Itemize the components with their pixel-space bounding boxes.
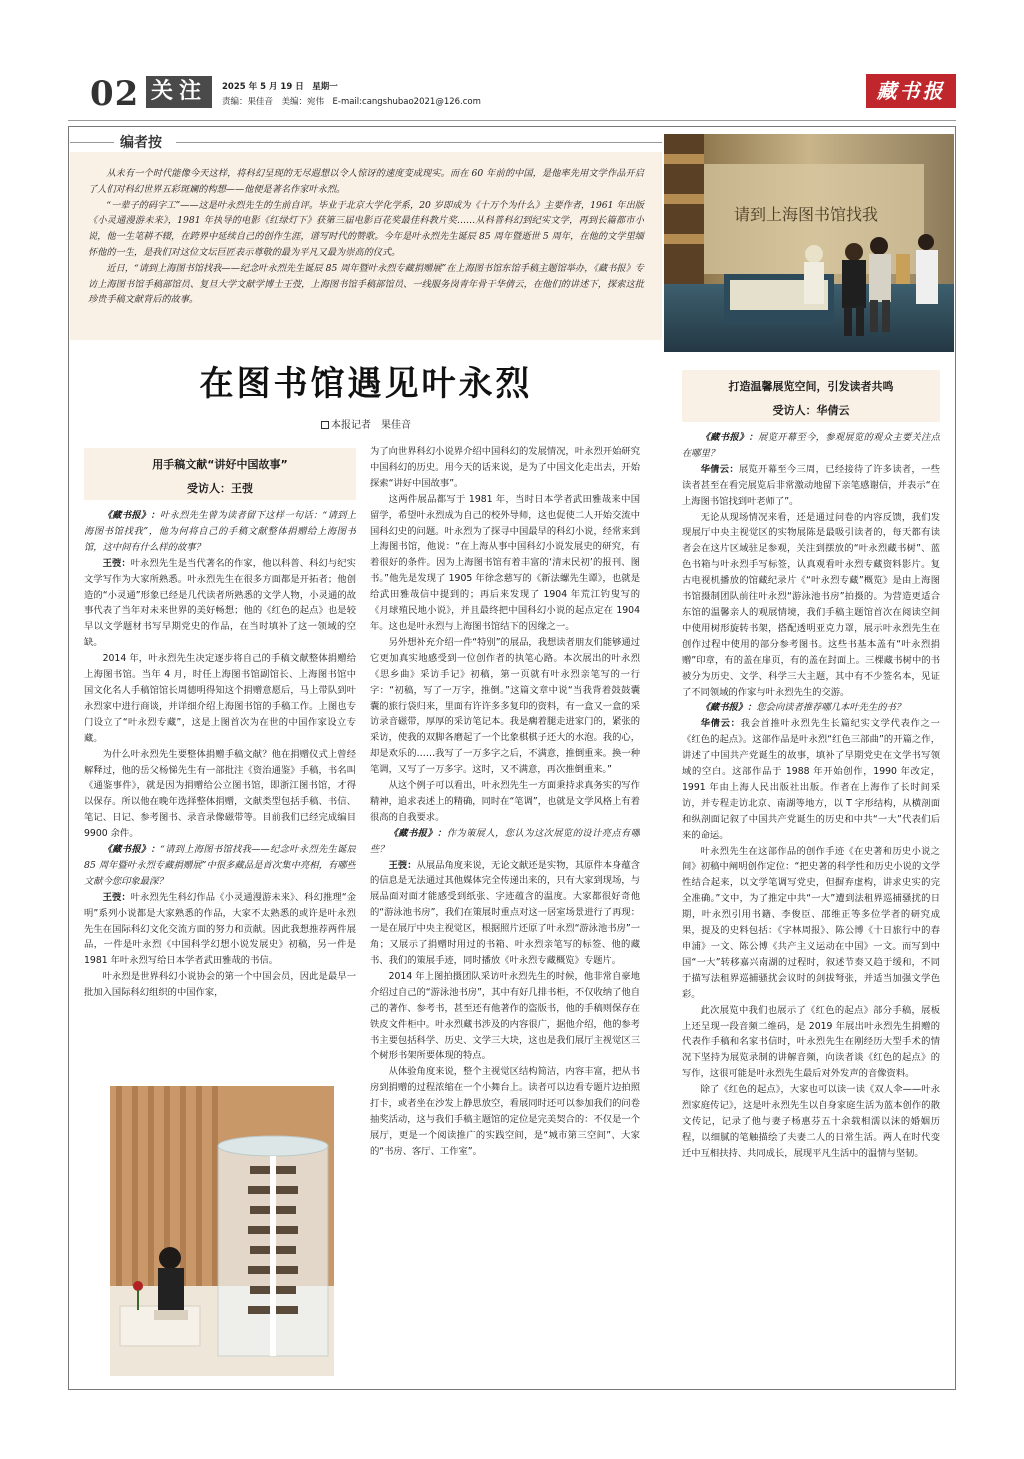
body-paragraph: 这两件展品都写于 1981 年，当时日本学者武田雅哉来中国留学，希望叶永烈成为自己的校外导师，这也促使二人开始交流中国科幻史的问题。叶永烈为了探寻中国最早的科幻小说，经常来到上海图书馆，他说：“在上海从事中国科幻小说发展史的研究，有着很好的条件。因为上海图书馆有着丰富的‘清末民初’的报刊、图书。”他先是发现了 1905 年徐念慈写的《新法螺先生谭》，也就是给武田雅哉信中提到的；再后来发现了 1904 年荒江钓叟写的《月球殖民地小说》，并且最终把中国科幻小说的起点定在 1904 年。这也是叶永烈与上海图书馆结下的因缘之一。 [370, 493, 640, 632]
interview-question: 《藏书报》：展览开幕至今，参观展览的观众主要关注点在哪里？ [682, 432, 940, 459]
interview-question: 《藏书报》：叶永烈先生曾为读者留下这样一句话：“请到上海图书馆找我”，他为何将自己的手稿文献整体捐赠给上海图书馆，这中间有什么样的故事？ [84, 510, 356, 553]
body-paragraph: 除了《红色的起点》，大家也可以读一读《双人伞——叶永烈家庭传记》，这是叶永烈先生以自身家庭生活为蓝本创作的散文传记，记录了他与妻子杨惠芬五十余载相濡以沫的婚姻历程，以细腻的笔触描绘了夫妻二人的日常生活。两人在时代变迁中互相扶持、共同成长，展现平凡生活中的温情与坚韧。 [682, 1084, 940, 1159]
question-label: 《藏书报》： [102, 510, 160, 521]
square-icon [321, 421, 329, 429]
left-interviewee: 受访人：王弢 [187, 482, 253, 495]
body-paragraph: 2014 年，叶永烈先生决定逐步将自己的手稿文献整体捐赠给上海图书馆。当年 4 月，时任上海图书馆副馆长、上海图书馆中国文化名人手稿馆馆长周德明得知这个捐赠意愿后，马上带队到叶永烈家中进行商谈，并详细介绍上海图书馆的手稿工作。上图也专门设立了“叶永烈专藏”，这是上图首次为在世的中国作家设立专藏。 [84, 653, 356, 744]
reading-room-photo [110, 1086, 334, 1376]
header-meta [222, 80, 481, 110]
body-paragraph: 从这个例子可以看出，叶永烈先生一方面秉持求真务实的写作精神，追求表述上的精确，同时在“笔调”，也就是文学风格上有着很高的自我要求。 [370, 780, 640, 823]
question-label: 《藏书报》： [102, 844, 161, 856]
section-label: 关注 [146, 76, 212, 108]
page-header [68, 72, 956, 116]
right-interview-heading: 打造温馨展览空间，引发读者共鸣 [728, 380, 894, 393]
body-paragraph: 王弢：叶永烈先生是当代著名的作家，他以科普、科幻与纪实文学写作为大家所熟悉。叶永烈先生在很多方面都是开拓者；他创造的“小灵通”形象已经是几代读者所熟悉的文学人物，小灵通的故事代表了当年对未来世界的美好畅想；他的《红色的起点》也是较早以文学题材书写早期党史的作品，在当时填补了这一领域的空缺。 [84, 557, 356, 649]
newspaper-logo: 藏书报 [866, 74, 956, 108]
body-paragraph: 华倩云：我会首推叶永烈先生长篇纪实文学代表作之一《红色的起点》。这部作品是叶永烈“红色三部曲”的开篇之作，讲述了中国共产党诞生的故事，填补了早期党史在文学书写领域的空白。这部作品于 1988 年开始创作，1990 年改定，1991 年由上海人民出版社出版。作者在上海作了长时间采访，并专程走访北京、南湖等地方，以 T 字形结构，从横剖面和纵剖面记叙了中国共产党诞生的历史和中共“一大”代表们后来的命运。 [682, 718, 940, 841]
column-1 [84, 508, 356, 1088]
speaker-label: 华倩云： [700, 718, 741, 730]
body-paragraph: 叶永烈是世界科幻小说协会的第一个中国会员，因此是最早一批加入国际科幻组织的中国作家， [84, 971, 356, 999]
editor-note-paragraph: 从未有一个时代能像今天这样，将科幻呈现的无尽遐想以令人惊讶的速度变成现实。而在 60 年前的中国，是他率先用文学作品开启了人们对科幻世界五彩斑斓的构想——他便是著名作家叶永烈。 [88, 168, 644, 195]
article-title: 在图书馆遇见叶永烈 [199, 364, 533, 404]
divider [70, 142, 114, 143]
header-rule [68, 120, 956, 121]
interview-question: 《藏书报》：您会向读者推荐哪几本叶先生的书？ [700, 702, 906, 714]
body-paragraph: 此次展览中我们也展示了《红色的起点》部分手稿，展板上还呈现一段音频二维码，是 2019 年展出叶永烈先生捐赠的代表作手稿和名家书信时，叶永烈先生在刚经历大型手术的情况下坚持为展览录制的讲解音频，向读者谈《红色的起点》的写作，这很可能是叶永烈先生最后对外发声的音像资料。 [682, 1004, 940, 1080]
body-paragraph: 从体验角度来说，整个主视觉区结构简洁，内容丰富，把从书房到捐赠的过程浓缩在一个小舞台上。读者可以边看专题片边拍照打卡，或者坐在沙发上静思放空，看展同时还可以参加我们的问卷抽奖活动，这与我们手稿主题馆的定位是完美契合的：不仅是一个展厅，更是一个阅读推广的实践空间，是“城市第三空间”、大家的“书房、客厅、工作室”。 [370, 1066, 640, 1157]
body-paragraph: 无论从现场情况来看，还是通过问卷的内容反馈，我们发现展厅中央主视觉区的实物展陈是最吸引读者的，每天都有读者会在这片区域驻足参观，关注到摆放的“叶永烈藏书树”、蓝色书箱与叶永烈手写标签，认真观看叶永烈专藏资料影片。复古电视机播放的馆藏纪录片《“叶永烈专藏”概览》是由上海图书馆摄制团队前往叶永烈“游泳池书房”拍摄的。为营造更适合东馆的温馨亲人的观展情境，我们手稿主题馆首次在阅读空间中使用树形旋转书架，搭配透明亚克力罩，展示叶永烈先生在创作过程中使用的部分参考图书。这些书基本盖有“叶永烈捐赠”印章，有的盖在扉页，有的盖在封面上。三棵藏书树中的书被分为历史、文学、科学三大主题，其中有不少签名本，见证了不同领域的作家与叶永烈先生的交游。 [682, 511, 940, 698]
right-interviewee: 受访人：华倩云 [772, 404, 850, 417]
editor-note-box [70, 152, 662, 340]
body-paragraph: 2014 年上图拍摄团队采访叶永烈先生的时候，他非常自豪地介绍过自己的“游泳池书房”，其中有好几排书柜，不仅收纳了他自己的著作、参考书，甚至还有他著作的盗版书，他的手稿则保存在铁皮文件柜中。叶永烈藏书涉及的内容很广，据他介绍，他的参考书主要包括科学、历史、文学三大块，这也是我们展厅主视觉区三个树形书架所要体现的特点。 [370, 970, 640, 1062]
left-interview-header [84, 448, 356, 500]
page-number: 02 [90, 74, 140, 114]
interview-question: 《藏书报》：“请到上海图书馆找我——纪念叶永烈先生诞辰 85 周年暨叶永烈专藏捐赠展”中很多藏品是首次集中亮相，有哪些文献今您印象最深？ [84, 844, 356, 887]
body-paragraph: 华倩云：展览开幕至今三周，已经接待了许多读者，一些读者甚至在看完展览后非常激动地留下亲笔感谢信，并表示“在上海图书馆找到叶老师了”。 [682, 463, 940, 507]
question-label: 《藏书报》： [700, 432, 759, 443]
interview-question: 《藏书报》：作为策展人，您认为这次展览的设计亮点有哪些？ [370, 827, 640, 855]
exhibition-photo [664, 134, 954, 352]
body-paragraph: 为什么叶永烈先生要整体捐赠手稿文献？他在捐赠仪式上曾经解释过，他的岳父杨悌先生有一部批注《资治通鉴》手稿，书名叫《通鉴事件》，就是因为捐赠给公立图书馆，即浙江图书馆，才得以保存。所以他在晚年选择整体捐赠，文献类型包括手稿、书信、笔记、日记、参考图书、录音录像磁带等。目前我们已经完成编目 9900 余件。 [84, 748, 356, 840]
exhibition-photo-illustration [664, 134, 954, 352]
question-label: 《藏书报》： [388, 827, 447, 839]
divider [176, 142, 662, 143]
wall-text: 请到上海图书馆找我 [734, 205, 879, 224]
column-2 [370, 444, 640, 1379]
editor-note-paragraph: “一辈子的码字工”——这是叶永烈先生的生前自评。毕业于北京大学化学系，20 岁即成为《十万个为什么》主要作者，1961 年出版《小灵通漫游未来》，1981 年执导的电影《红绿灯下》获第三届电影百花奖最佳科教片奖……从科普科幻到纪实文学，再到长篇都市小说，他一生笔耕不辍，在跨界中延续自己的创作生涯，谱写时代的赞歌。今年是叶永烈先生诞辰 85 周年暨逝世 5 周年，在他的文学里缅怀他的一生，是我们对这位文坛巨匠表示尊敬的最为平凡又最为崇高的仪式。 [88, 199, 644, 258]
reading-room-illustration [110, 1086, 334, 1376]
editor-note-paragraph: 近日，“请到上海图书馆找我——纪念叶永烈先生诞辰 85 周年暨叶永烈专藏捐赠展”在上海图书馆东馆手稿主题馆举办，《藏书报》专访上海图书馆手稿部馆员、复旦大学文献学博士王弢，上海图书馆手稿部馆员、一线服务岗青年骨干华倩云，在他们的讲述下，探索这批珍贵手稿文献背后的故事。 [88, 262, 644, 306]
editor-note-label [70, 132, 662, 152]
issue-date: 2025 年 5 月 19 日 星期一 [222, 82, 338, 92]
question-label: 《藏书报》： [700, 702, 757, 714]
speaker-label: 华倩云： [700, 463, 739, 475]
byline [70, 416, 662, 431]
editor-note-title: 编者按 [120, 135, 162, 151]
editors-line: 责编：果佳音 美编：宛伟 E-mail:cangshubao2021@126.com [222, 97, 481, 107]
speaker-label: 王弢： [102, 891, 131, 903]
column-3 [682, 430, 940, 1380]
speaker-label: 王弢： [388, 859, 417, 871]
body-paragraph: 王弢：从展品角度来说，无论文献还是实物，其原件本身蕴含的信息是无法通过其他媒体完全传递出来的，只有大家到现场，与展品面对面才能感受到纸张、字迹蕴含的温度。大家都很好奇他的“游泳池书房”，我们在策展时重点对这一居室场景进行了再现：一是在展厅中央主视觉区，根据照片还原了叶永烈“游泳池书房”一角；又展示了捐赠时用过的书箱、叶永烈亲笔写的标签、他的藏书、我们的策展手迹，同时播放《叶永烈专藏概览》专题片。 [370, 859, 640, 966]
body-paragraph: 王弢：叶永烈先生科幻作品《小灵通漫游未来》、科幻推理“金明”系列小说都是大家熟悉的作品，大家不太熟悉的或许是叶永烈先生在国际科幻文化交流方面的努力和贡献。因此我想推荐两件展品，一件是叶永烈《中国科学幻想小说发展史》初稿，另一件是 1981 年叶永烈写给日本学者武田雅哉的书信。 [84, 891, 356, 967]
speaker-label: 王弢： [102, 557, 131, 569]
right-interview-header [682, 370, 940, 422]
left-interview-heading: 用手稿文献“讲好中国故事” [152, 458, 288, 471]
body-paragraph: 叶永烈先生在这部作品的创作手迹《在史著和历史小说之间》初稿中阐明创作定位：“把史著的科学性和历史小说的文学性结合起来，以文学笔调写党史，但摒弃虚构，讲求史实的完全准确。”文中，为了推定中共“一大”遭到法租界巡捕骚扰的日期，叶永烈引用书籍、李俊臣、邵维正等多位学者的研究成果，提及的史料包括：《字林周报》、陈公博《十日旅行中的春申浦》一文、陈公博《共产主义运动在中国》一文。而写到中国“一大”转移嘉兴南湖的过程时，叙述节奏又趋于缓和，不同于描写法租界巡捕骚扰会议时的剑拔弩张，并适当加强文学色彩。 [682, 845, 940, 1000]
body-paragraph: 为了向世界科幻小说界介绍中国科幻的发展情况，叶永烈开始研究中国科幻的历史。用今天的话来说，是为了中国文化走出去，开始探索“讲好中国故事”。 [370, 446, 640, 489]
byline-text: 本报记者 果佳音 [331, 420, 411, 431]
body-paragraph: 另外想补充介绍一件“特别”的展品，我想读者朋友们能够通过它更加真实地感受到一位创作者的执笔心路。本次展出的叶永烈《思乡曲》采访手记》初稿，第一页就有叶永烈亲笔写的一行字：“初稿，写了一万字，推倒。”这篇文章中说“当我背着鼓鼓囊囊的旅行袋归来，里面有许许多多复印的资料，有一盒又一盒的采访录音磁带，厚厚的采访笔记本。我是瘸着腿走进家门的，紧张的采访，使我的双脚各磨起了一个比象棋棋子还大的水泡。我的心，却是欢乐的……我写了一万多字之后，不满意，推倒重来。换一种笔调，又写了一万多字。这时，又不满意，再次推倒重来。” [370, 636, 640, 776]
